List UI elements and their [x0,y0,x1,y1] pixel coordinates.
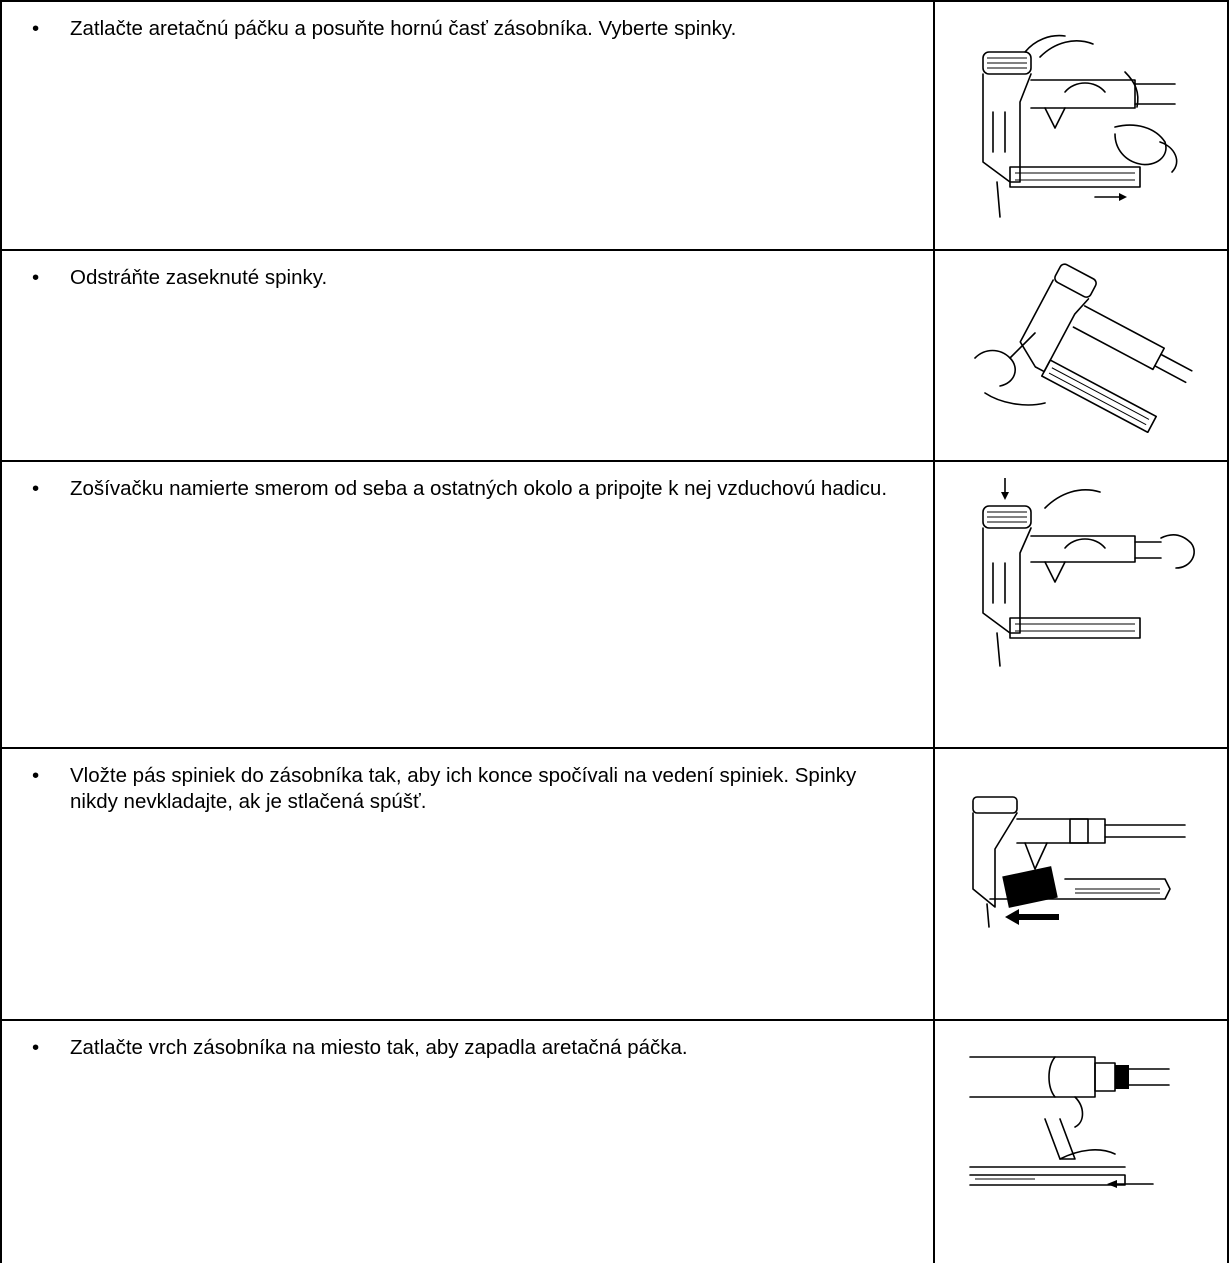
instruction-text: Odstráňte zaseknuté spinky. [70,266,328,289]
stapler-connect-air-hose-icon [965,478,1205,668]
instruction-cell [0,251,935,460]
bullet: • [32,477,40,500]
instruction-cell [0,1021,935,1263]
list-item [32,16,902,42]
instruction-text: Zatlačte vrch zásobníka na miesto tak, aby zapadla aretačná páčka. [70,1036,688,1059]
instruction-cell [0,462,935,747]
stapler-load-staples-icon [965,789,1205,929]
bullet: • [32,1036,40,1059]
table-row [0,1019,1229,1263]
illustration-cell [935,749,1229,1019]
illustration-cell [935,251,1229,460]
instruction-text: Vložte pás spiniek do zásobníka tak, aby ich konce spočívali na vedení spiniek. Spinky nikdy nevkladajte, ak je stlačená spúšť. [70,764,857,813]
bullet: • [32,764,40,787]
stapler-close-magazine-icon [965,1049,1205,1249]
table-row [0,249,1229,460]
table-row [0,0,1229,249]
instruction-text: Zatlačte aretačnú páčku a posuňte hornú časť zásobníka. Vyberte spinky. [70,17,737,40]
table-row [0,460,1229,747]
illustration-cell [935,462,1229,747]
bullet: • [32,17,40,40]
table-row [0,747,1229,1019]
stapler-remove-jammed-staples-icon [965,263,1205,433]
list-item [32,476,902,502]
instruction-text: Zošívačku namierte smerom od seba a ostatných okolo a pripojte k nej vzduchovú hadicu. [70,477,888,500]
instruction-cell [0,749,935,1019]
illustration-cell [935,2,1229,249]
instruction-cell [0,2,935,249]
bullet: • [32,266,40,289]
list-item [32,265,902,291]
stapler-release-magazine-icon [965,32,1205,222]
list-item [32,1035,902,1061]
list-item [32,763,902,815]
illustration-cell [935,1021,1229,1263]
